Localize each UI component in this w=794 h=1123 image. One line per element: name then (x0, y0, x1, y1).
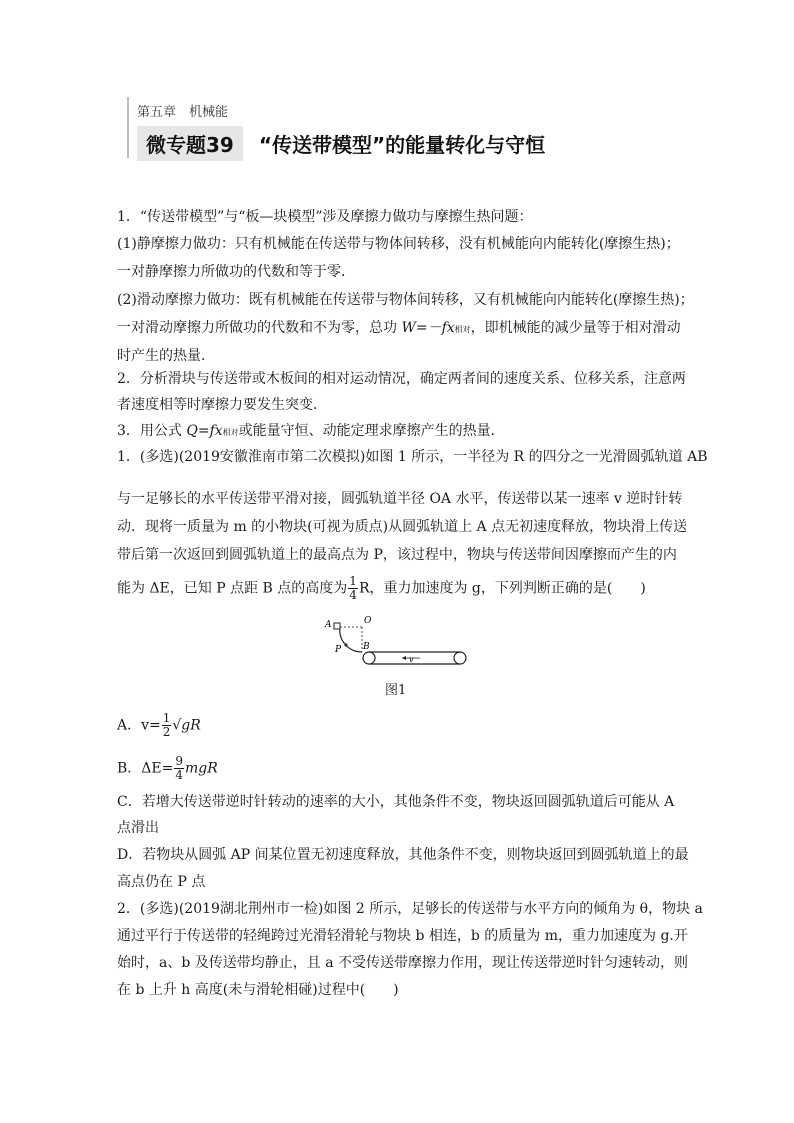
option-a (117, 712, 201, 739)
q1-line-5-post: R，重力加速度为 g，下列判断正确的是( ) (358, 580, 646, 597)
figure-1-diagram (320, 612, 480, 672)
label-o: O (364, 616, 372, 626)
q2-line-4: 在 b 上升 h 高度(未与滑轮相碰)过程中( ) (117, 982, 399, 998)
fraction-one-quarter (348, 575, 358, 602)
q2-line-3: 始时，a、b 及传送带均静止，且 a 不受传送带摩擦力作用，现让传送带逆时针匀速转动，则 (117, 955, 689, 971)
intro-p2a: (1)静摩擦力做功：只有机械能在传送带与物体间转移，没有机械能向内能转化(摩擦生热)； (117, 236, 680, 252)
option-c-line-2: 点滑出 (117, 820, 159, 836)
q2-line-2: 通过平行于传送带的轻绳跨过光滑轻滑轮与物块 b 相连，b 的质量为 m，重力加速度为 g.开 (117, 928, 688, 944)
q2-line-1: 2．(多选)(2019湖北荆州市一检)如图 2 所示，足够长的传送带与水平方向的倾角为 θ，物块 a (117, 901, 703, 917)
label-p: P (335, 645, 342, 655)
left-pulley (363, 652, 375, 664)
intro-p5-sub: 相对 (222, 428, 239, 437)
title-text: “传送带模型”的能量转化与守恒 (258, 132, 546, 157)
q1-line-5-pre: 能为 ΔE，已知 P 点距 B 点的高度为 (117, 580, 348, 597)
intro-p3b-sub: 相对 (454, 325, 471, 334)
intro-p3a: (2)滑动摩擦力做功：既有机械能在传送带与物体间转移，又有机械能向内能转化(摩擦生热)； (117, 292, 694, 308)
intro-p3c: 时产生的热量． (117, 348, 215, 364)
chapter-label: 第五章 机械能 (137, 105, 229, 120)
label-v: v (409, 655, 414, 664)
option-b-fraction (174, 755, 184, 782)
point-p (345, 644, 348, 647)
page-title (137, 126, 545, 160)
fraction-numerator: 1 (162, 711, 171, 725)
option-a-post: √gR (172, 717, 201, 734)
arc-track (340, 627, 362, 652)
fraction-denominator: 2 (162, 725, 171, 739)
intro-p3b-pre: 一对滑动摩擦力所做功的代数和不为零，总功 (117, 320, 402, 336)
intro-p3b (117, 318, 681, 340)
fraction-denominator: 4 (175, 768, 183, 782)
intro-p2b: 一对静摩擦力所做功的代数和等于零． (117, 264, 355, 280)
option-c-line-1: C．若增大传送带逆时针转动的速率的大小，其他条件不变，物块返回圆弧轨道后可能从 A (117, 794, 675, 810)
intro-p5-post: 或能量守恒、动能定理求摩擦产生的热量． (238, 423, 505, 439)
intro-p5-pre: 3．用公式 (117, 423, 187, 439)
q1-line-5 (117, 575, 646, 602)
intro-p5-formula: Q=fx (186, 423, 223, 439)
title-number: 微专题39 (137, 126, 243, 161)
fraction-numerator: 9 (175, 754, 183, 768)
q1-line-3: 动．现将一质量为 m 的小物块(可视为质点)从圆弧轨道上 A 点无初速度释放，物块滑上传送 (117, 519, 688, 535)
intro-p4a: 2．分析滑块与传送带或木板间的相对运动情况，确定两者间的速度关系、位移关系，注意两 (117, 371, 686, 387)
intro-p4b: 者速度相等时摩擦力要发生突变． (117, 397, 327, 413)
option-b-post: mgR (185, 760, 218, 777)
figure-caption: 图1 (385, 683, 407, 698)
label-a: A (325, 620, 332, 630)
header-bar (127, 97, 129, 158)
q1-line-1: 1．(多选)(2019安徽淮南市第二次模拟)如图 1 所示，一半径为 R 的四分之一光滑圆弧轨道 AB (117, 449, 708, 465)
option-d-line-2: 高点仍在 P 点 (117, 874, 206, 890)
fraction-denominator: 4 (349, 588, 357, 602)
label-b: B (363, 642, 370, 652)
arrow-head-icon (402, 656, 406, 660)
intro-p5 (117, 421, 505, 443)
option-a-pre: A．v= (117, 717, 161, 734)
option-b-pre: B．ΔE= (117, 760, 174, 777)
q1-line-2: 与一足够长的水平传送带平滑对接，圆弧轨道半径 OA 水平，传送带以某一速率 v 逆时针转 (117, 491, 683, 507)
fraction-numerator: 1 (349, 574, 357, 588)
option-a-fraction (162, 712, 172, 739)
q1-line-4: 带后第一次返回到圆弧轨道上的最高点为 P，该过程中，物块与传送带间因摩擦而产生的内 (117, 547, 677, 563)
intro-p3b-post: ，即机械能的减少量等于相对滑动 (470, 320, 681, 336)
right-pulley (454, 652, 466, 664)
option-d-line-1: D．若物块从圆弧 AP 间某位置无初速度释放，其他条件不变，则物块返回到圆弧轨道上的最 (117, 847, 689, 863)
block (334, 623, 340, 629)
intro-p1: 1．“传送带模型”与“板—块模型”涉及摩擦力做功与摩擦生热问题： (117, 209, 533, 225)
intro-p3b-formula: W=－fx (401, 320, 455, 336)
option-b (117, 755, 218, 782)
